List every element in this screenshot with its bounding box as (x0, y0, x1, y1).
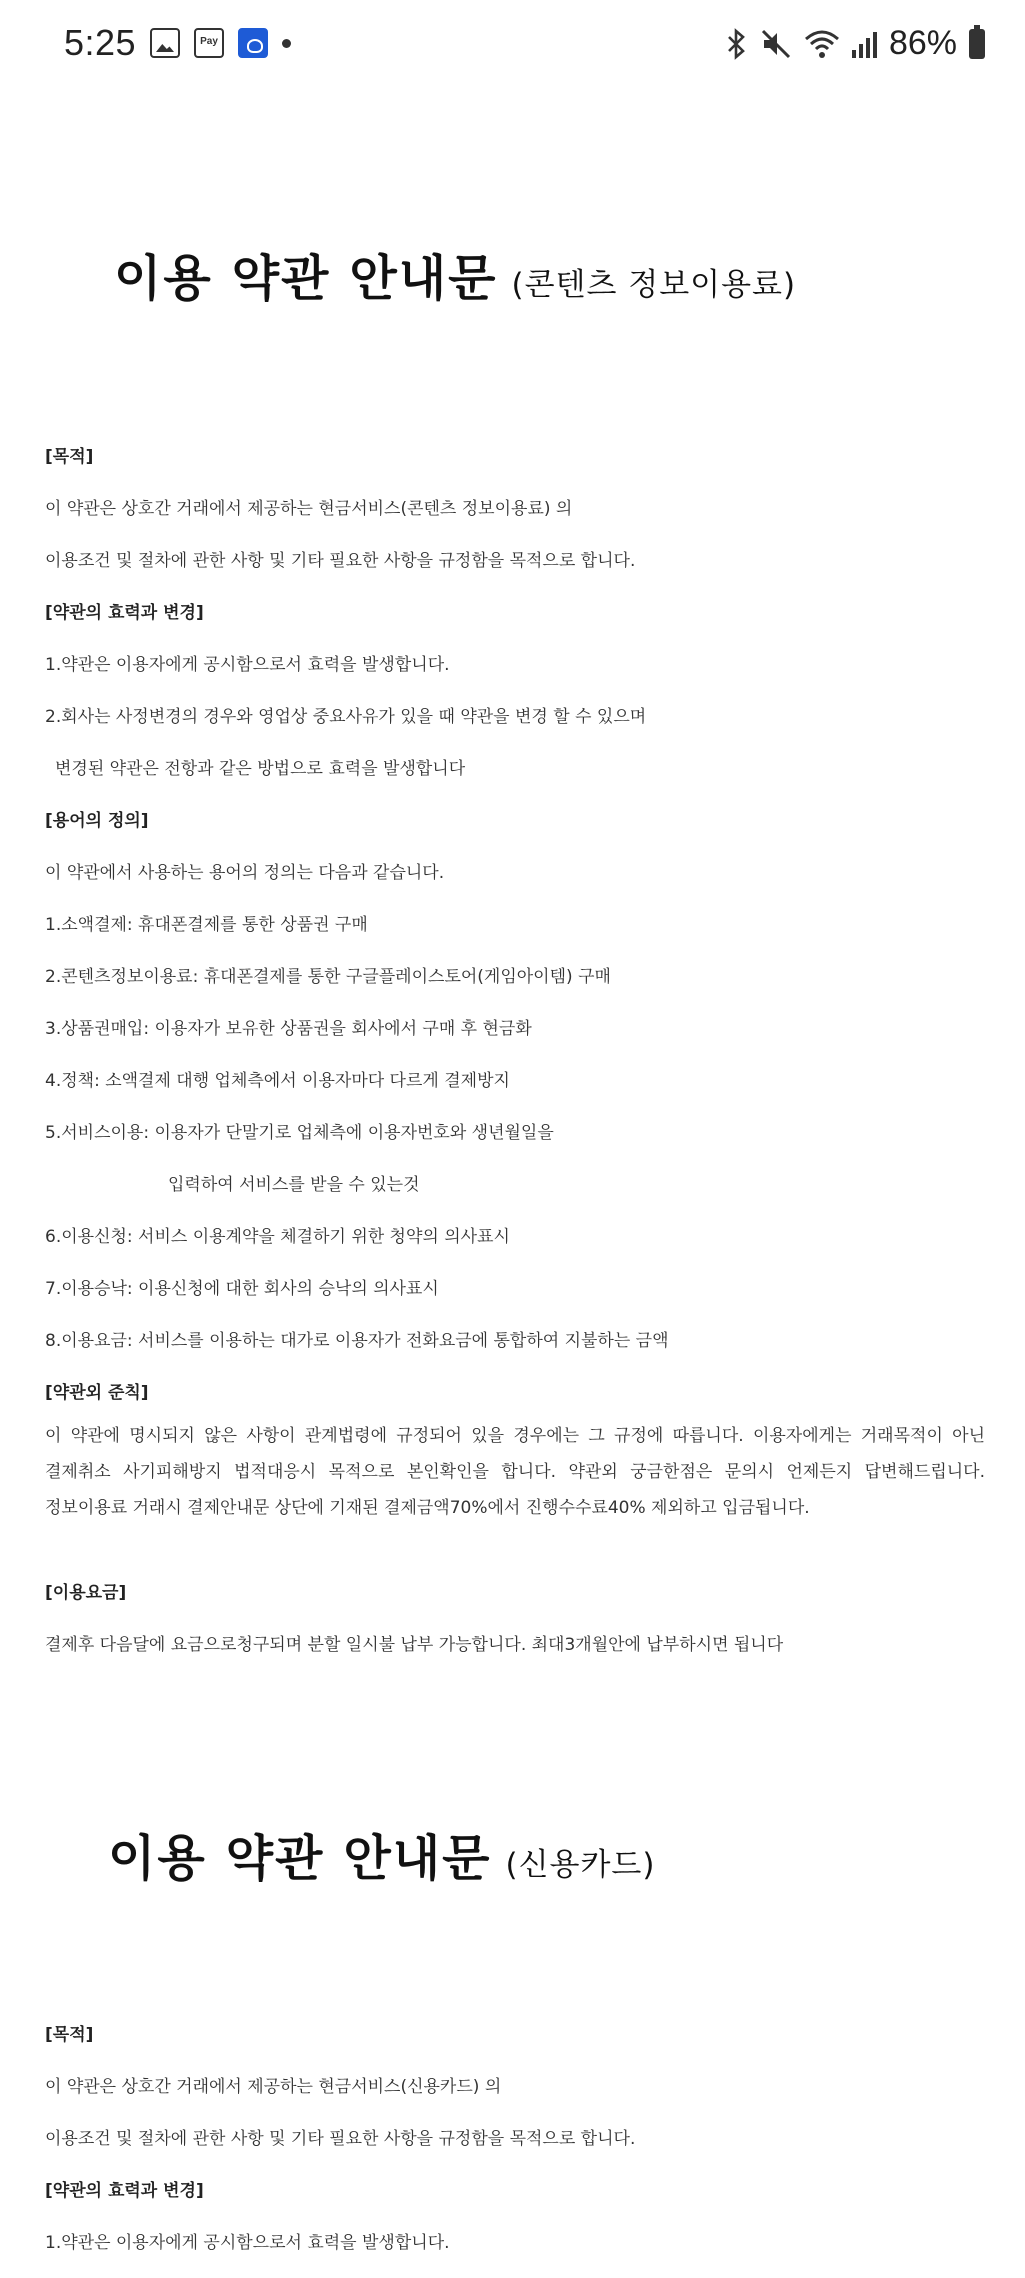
section-title (108, 1820, 655, 1890)
section-title (114, 240, 796, 310)
definition-line: 1.소액결제: 휴대폰결제를 통한 상품권 구매 (45, 915, 368, 935)
wifi-icon (804, 29, 840, 59)
definition-line: 8.이용요금: 서비스를 이용하는 대가로 이용자가 전화요금에 통합하여 지불하는 금액 (45, 1331, 669, 1351)
mute-icon (760, 28, 792, 60)
purpose-line: 이 약관은 상호간 거래에서 제공하는 현금서비스(신용카드) 의 (45, 2077, 502, 2097)
heading-definitions: [용어의 정의] (45, 811, 149, 831)
effect-line: 2.회사는 사정변경의 경우와 영업상 중요사유가 있을 때 약관을 변경 할 수 있으며 (45, 707, 647, 727)
effect-line: 1.약관은 이용자에게 공시함으로서 효력을 발생합니다. (45, 2233, 450, 2253)
heading-fee: [이용요금] (45, 1583, 127, 1603)
battery-percent: 86% (888, 24, 957, 62)
image-icon (150, 28, 180, 58)
heading-purpose: [목적] (45, 2025, 94, 2045)
pay-icon: Pay (194, 28, 224, 58)
battery-icon (969, 29, 985, 59)
app-icon (238, 28, 268, 58)
purpose-line: 이용조건 및 절차에 관한 사항 및 기타 필요한 사항을 규정함을 목적으로 합니다. (45, 551, 636, 571)
purpose-line: 이용조건 및 절차에 관한 사항 및 기타 필요한 사항을 규정함을 목적으로 합니다. (45, 2129, 636, 2149)
definition-line: 3.상품권매입: 이용자가 보유한 상품권을 회사에서 구매 후 현금화 (45, 1019, 532, 1039)
notification-icons (150, 28, 291, 58)
status-bar (0, 0, 1025, 86)
definition-line: 7.이용승낙: 이용신청에 대한 회사의 승낙의 의사표시 (45, 1279, 439, 1299)
notification-dot (282, 39, 291, 48)
definition-line: 이 약관에서 사용하는 용어의 정의는 다음과 같습니다. (45, 863, 445, 883)
system-icons (726, 24, 985, 63)
title-subtitle: (콘텐츠 정보이용료) (511, 267, 797, 303)
heading-effect: [약관의 효력과 변경] (45, 603, 204, 623)
definition-line: 4.정책: 소액결제 대행 업체측에서 이용자마다 다르게 결제방지 (45, 1071, 510, 1091)
definition-line: 입력하여 서비스를 받을 수 있는것 (168, 1175, 420, 1195)
definition-line: 2.콘텐츠정보이용료: 휴대폰결제를 통한 구글플레이스토어(게임아이템) 구매 (45, 967, 611, 987)
rules-paragraph: 이 약관에 명시되지 않은 사항이 관계법령에 규정되어 있을 경우에는 그 규정에 따릅니다. 이용자에게는 거래목적이 아닌 결제취소 사기피해방지 법적대응시 목적으로 본인확인을 합니다. 약관외 궁금한점은 문의시 언제든지 답변해드립니다. 정보이용료 거래시 결제안내문 상단에 기재된 결제금액70%에서 진행수수료40% 제외하고 입금됩니다. (45, 1426, 985, 1518)
effect-line: 변경된 약관은 전항과 같은 방법으로 효력을 발생합니다 (55, 759, 466, 779)
signal-icon (852, 30, 877, 58)
effect-line: 1.약관은 이용자에게 공시함으로서 효력을 발생합니다. (45, 655, 450, 675)
heading-effect: [약관의 효력과 변경] (45, 2181, 204, 2201)
bluetooth-icon (726, 28, 748, 60)
title-subtitle: (신용카드) (505, 1847, 656, 1883)
fee-line: 결제후 다음달에 요금으로청구되며 분할 일시불 납부 가능합니다. 최대3개월안에 납부하시면 됩니다 (45, 1635, 784, 1655)
purpose-line: 이 약관은 상호간 거래에서 제공하는 현금서비스(콘텐츠 정보이용료) 의 (45, 499, 573, 519)
definition-line: 6.이용신청: 서비스 이용계약을 체결하기 위한 청약의 의사표시 (45, 1227, 510, 1247)
title-text: 이용 약관 안내문 (108, 1830, 492, 1887)
heading-rules: [약관외 준칙] (45, 1383, 149, 1403)
title-text: 이용 약관 안내문 (114, 250, 498, 307)
definition-line: 5.서비스이용: 이용자가 단말기로 업체측에 이용자번호와 생년월일을 (45, 1123, 554, 1143)
status-time: 5:25 (64, 22, 137, 63)
heading-purpose: [목적] (45, 447, 94, 467)
